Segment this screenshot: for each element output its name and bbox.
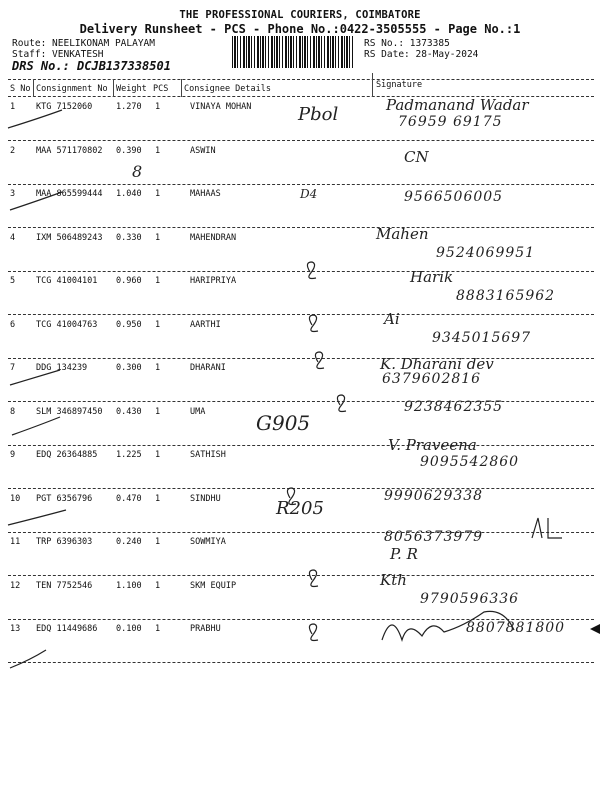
row-pcs: 1 <box>155 319 161 330</box>
handwritten-phone: 9566506005 <box>404 189 504 205</box>
scribble-mark <box>309 570 318 587</box>
row-weight: 1.040 <box>116 189 142 199</box>
handwritten-signature: Padmanand Wadar <box>386 96 529 114</box>
handwritten-phone: 9790596336 <box>420 590 520 607</box>
handwritten-phone: 9990629338 <box>384 487 484 504</box>
drs-value: DCJB137338501 <box>77 59 171 73</box>
row-rule <box>8 488 594 489</box>
row-pcs: 1 <box>155 363 161 373</box>
row-rule <box>8 184 594 185</box>
drs-number <box>12 59 171 73</box>
handwritten-phone: 8056373979 <box>384 529 484 545</box>
row-weight: 0.390 <box>116 145 142 156</box>
rs-date: RS Date: 28-May-2024 <box>364 49 479 60</box>
row-weight: 0.240 <box>116 537 142 547</box>
row-sno: 9 <box>10 450 16 460</box>
col-divider <box>33 79 34 97</box>
row-rule <box>8 358 594 359</box>
handwritten-note: 8 <box>132 161 143 181</box>
col-divider <box>372 73 373 97</box>
handwritten-phone: 8807881800 <box>466 620 566 636</box>
row-pcs: 1 <box>155 232 161 243</box>
handwritten-note: D4 <box>300 187 318 201</box>
row-consignment: EDQ 26364885 <box>36 450 98 460</box>
row-consignee: HARIPRIYA <box>190 276 237 286</box>
handwritten-signature: K. Dharani dev <box>380 355 494 373</box>
row-pcs: 1 <box>155 276 161 286</box>
row-rule <box>8 575 594 576</box>
row-sno: 5 <box>10 276 16 286</box>
row-consignment: MAA 571170802 <box>36 145 103 156</box>
row-consignment: TEN 7752546 <box>36 580 93 591</box>
row-rule <box>8 662 594 663</box>
row-rule <box>8 445 594 446</box>
barcode-image <box>232 36 354 68</box>
row-consignee: UMA <box>190 406 206 417</box>
scribble-mark <box>337 395 346 412</box>
scribble-mark <box>309 624 318 641</box>
row-consignment: PGT 6356796 <box>36 493 93 504</box>
tick-mark <box>8 110 62 128</box>
col-sno: S No <box>10 84 31 94</box>
row-weight: 1.225 <box>116 450 142 460</box>
table-top-rule <box>8 79 594 80</box>
scribble-mark <box>315 352 324 369</box>
row-weight: 0.950 <box>116 319 142 330</box>
col-consignee: Consignee Details <box>184 84 271 94</box>
row-consignment: IXM 506489243 <box>36 232 103 243</box>
scribble-mark <box>309 315 318 332</box>
handwritten-signature: Kth <box>380 570 407 589</box>
handwritten-phone: 9238462355 <box>404 398 504 415</box>
col-weight: Weight <box>116 84 147 94</box>
row-consignee: AARTHI <box>190 319 221 330</box>
row-consignee: MAHAAS <box>190 189 221 199</box>
col-pcs: PCS <box>153 84 169 94</box>
row-sno: 7 <box>10 363 16 373</box>
row-rule <box>8 271 594 272</box>
row-consignee: VINAYA MOHAN <box>190 102 252 112</box>
rs-number: RS No.: 1373385 <box>364 38 450 49</box>
drs-label: DRS No.: <box>12 59 70 73</box>
row-consignee: ASWIN <box>190 145 216 156</box>
row-weight: 0.100 <box>116 624 142 634</box>
handwritten-signature: Harik <box>410 268 454 286</box>
handwritten-phone: 6379602816 <box>382 371 482 387</box>
row-consignee: SKM EQUIP <box>190 580 237 591</box>
row-sno: 13 <box>10 624 21 634</box>
handwritten-phone: 9345015697 <box>432 329 532 346</box>
row-consignment: TCG 41004101 <box>36 276 98 286</box>
row-consignee: SINDHU <box>190 493 221 504</box>
runsheet-subtitle: Delivery Runsheet - PCS - Phone No.:0422-3505555 - Page No.:1 <box>79 22 521 36</box>
row-sno: 2 <box>10 145 16 156</box>
col-signature: Signature <box>376 80 423 90</box>
row-rule <box>8 314 594 315</box>
handwritten-signature: V. Praveena <box>388 436 477 454</box>
staff-label: Staff: VENKATESH <box>12 49 104 60</box>
row-consignment: MAA 865599444 <box>36 189 103 199</box>
row-sno: 3 <box>10 189 16 199</box>
row-sno: 10 <box>10 493 21 504</box>
row-pcs: 1 <box>155 145 161 156</box>
row-weight: 0.470 <box>116 493 142 504</box>
handwritten-note: Pbol <box>298 104 339 125</box>
row-sno: 8 <box>10 406 16 417</box>
handwritten-phone: 9095542860 <box>420 454 520 470</box>
row-weight: 1.100 <box>116 580 142 591</box>
row-sno: 11 <box>10 537 21 547</box>
row-weight: 0.960 <box>116 276 142 286</box>
handwritten-signature: CN <box>404 147 429 166</box>
row-consignment: KTG 7152060 <box>36 102 93 112</box>
row-pcs: 1 <box>155 537 161 547</box>
row-rule <box>8 401 594 402</box>
row-weight: 1.270 <box>116 102 142 112</box>
handwritten-signature: Mahen <box>376 224 429 243</box>
handwritten-phone: 9524069951 <box>436 244 536 261</box>
handwritten-phone: 8883165962 <box>456 288 556 304</box>
row-pcs: 1 <box>155 450 161 460</box>
route-label: Route: NEELIKONAM PALAYAM <box>12 38 155 49</box>
row-consignment: SLM 346897450 <box>36 406 103 417</box>
handwritten-note: G905 <box>256 410 311 435</box>
edge-mark <box>590 624 600 634</box>
row-rule <box>8 532 594 533</box>
row-consignment: TRP 6396303 <box>36 537 93 547</box>
row-pcs: 1 <box>155 580 161 591</box>
row-consignment: EDQ 11449686 <box>36 624 98 634</box>
row-consignee: SOWMIYA <box>190 537 226 547</box>
col-divider <box>181 79 182 97</box>
handwritten-phone: 76959 69175 <box>398 114 503 130</box>
row-consignment: TCG 41004763 <box>36 319 98 330</box>
row-consignee: SATHISH <box>190 450 226 460</box>
row-sno: 4 <box>10 232 16 243</box>
company-title: THE PROFESSIONAL COURIERS, COIMBATORE <box>179 9 421 21</box>
row-pcs: 1 <box>155 406 161 417</box>
tick-mark <box>12 417 60 435</box>
row-pcs: 1 <box>155 102 161 112</box>
row-consignee: PRABHU <box>190 624 221 634</box>
row-pcs: 1 <box>155 189 161 199</box>
row-rule <box>8 140 594 141</box>
handwritten-signature: Ai <box>384 309 400 328</box>
row-sno: 12 <box>10 580 21 591</box>
row-weight: 0.300 <box>116 363 142 373</box>
col-consignment: Consignment No <box>36 84 108 94</box>
initials-mark <box>532 518 562 538</box>
handwritten-note: R205 <box>276 497 324 519</box>
row-pcs: 1 <box>155 624 161 634</box>
col-divider <box>113 79 114 97</box>
row-weight: 0.330 <box>116 232 142 243</box>
row-consignee: DHARANI <box>190 363 226 373</box>
row-consignee: MAHENDRAN <box>190 232 237 243</box>
row-weight: 0.430 <box>116 406 142 417</box>
row-pcs: 1 <box>155 493 161 504</box>
row-sno: 1 <box>10 102 16 112</box>
tick-mark <box>10 650 46 668</box>
row-consignment: DDG 134239 <box>36 363 88 373</box>
row-sno: 6 <box>10 319 16 330</box>
handwritten-signature: P. R <box>390 545 418 563</box>
row-rule <box>8 227 594 228</box>
tick-mark <box>8 510 66 525</box>
